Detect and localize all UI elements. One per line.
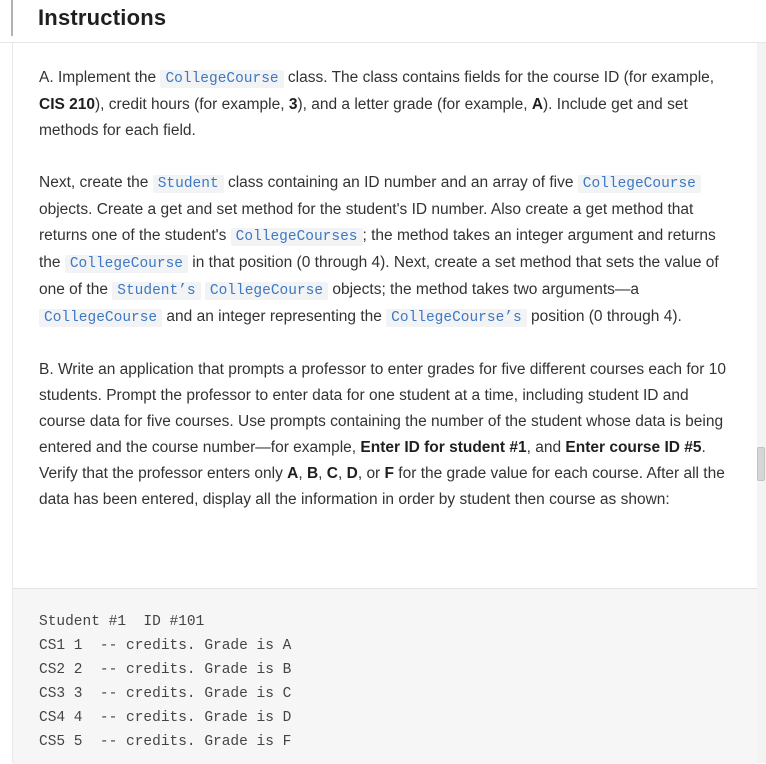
example-letter-grade: A [531,96,544,113]
prompt-example-student: Enter ID for student #1 [360,439,527,456]
code-line: CS4 4 -- credits. Grade is D [39,710,292,726]
code-student: Student [153,175,224,193]
paragraph-part-a: A. Implement the CollegeCourse class. The class contains fields for the course ID (for example, CIS 210), credit hours (for example, 3), and a letter grade (for example, A). Include get and set methods for each field. [39,69,715,139]
sample-output [39,610,291,754]
grade-d: D [346,465,358,482]
example-credit-hours: 3 [288,96,298,113]
code-collegecourses-possessive: CollegeCourse’s [386,309,527,327]
code-line: CS1 1 -- credits. Grade is A [39,638,292,654]
code-collegecourse: CollegeCourse [160,70,283,88]
code-line: CS5 5 -- credits. Grade is F [39,734,292,750]
header-accent-bar [11,0,13,36]
paragraph-part-b: B. Write an application that prompts a professor to enter grades for five different courses each for 10 students. Prompt the professor to enter data for one student at a time, including student ID and course data for five courses. Use prompts containing the number of the student whose data is being entered and the course number—for example, Enter ID for student #1, and Enter course ID #5. Verify that the professor enters only A, B, C, D, or F for the grade value for each course. After all the data has been entered, display all the information in order by student then course as shown: [39,361,726,508]
sample-output-code-block [13,588,757,764]
instructions-content [39,65,735,539]
grade-a: A [287,465,299,482]
grade-b: B [306,465,319,482]
code-line: CS3 3 -- credits. Grade is C [39,686,292,702]
prompt-example-course: Enter course ID #5 [565,439,702,456]
code-students: Student’s [112,282,200,300]
code-line: CS2 2 -- credits. Grade is B [39,662,292,678]
code-collegecourse: CollegeCourse [205,282,328,300]
grade-f: F [384,465,394,482]
instructions-header [0,0,766,43]
code-collegecourse: CollegeCourse [39,309,162,327]
code-collegecourses: CollegeCourses [231,228,363,246]
code-collegecourse: CollegeCourse [65,255,188,273]
example-course-id: CIS 210 [39,96,96,113]
page-title: Instructions [38,5,167,30]
grade-c: C [326,465,338,482]
paragraph-next: Next, create the Student class containing an ID number and an array of five CollegeCourse objects. Create a get and set method for the student's ID number. Also create a get method that returns one of the student's CollegeCourses ; the method takes an integer argument and returns the CollegeCourse in that position (0 through 4). Next, create a set method that sets the value of one of the Student’s CollegeCourse objects; the method takes two arguments—a CollegeCourse and an integer representing the CollegeCourse’s position (0 through 4). [39,174,719,326]
scrollbar-track[interactable] [757,43,766,763]
code-collegecourse: CollegeCourse [578,175,701,193]
instructions-panel[interactable] [12,43,758,763]
code-line: Student #1 ID #101 [39,614,205,630]
scrollbar-thumb[interactable] [757,447,765,481]
